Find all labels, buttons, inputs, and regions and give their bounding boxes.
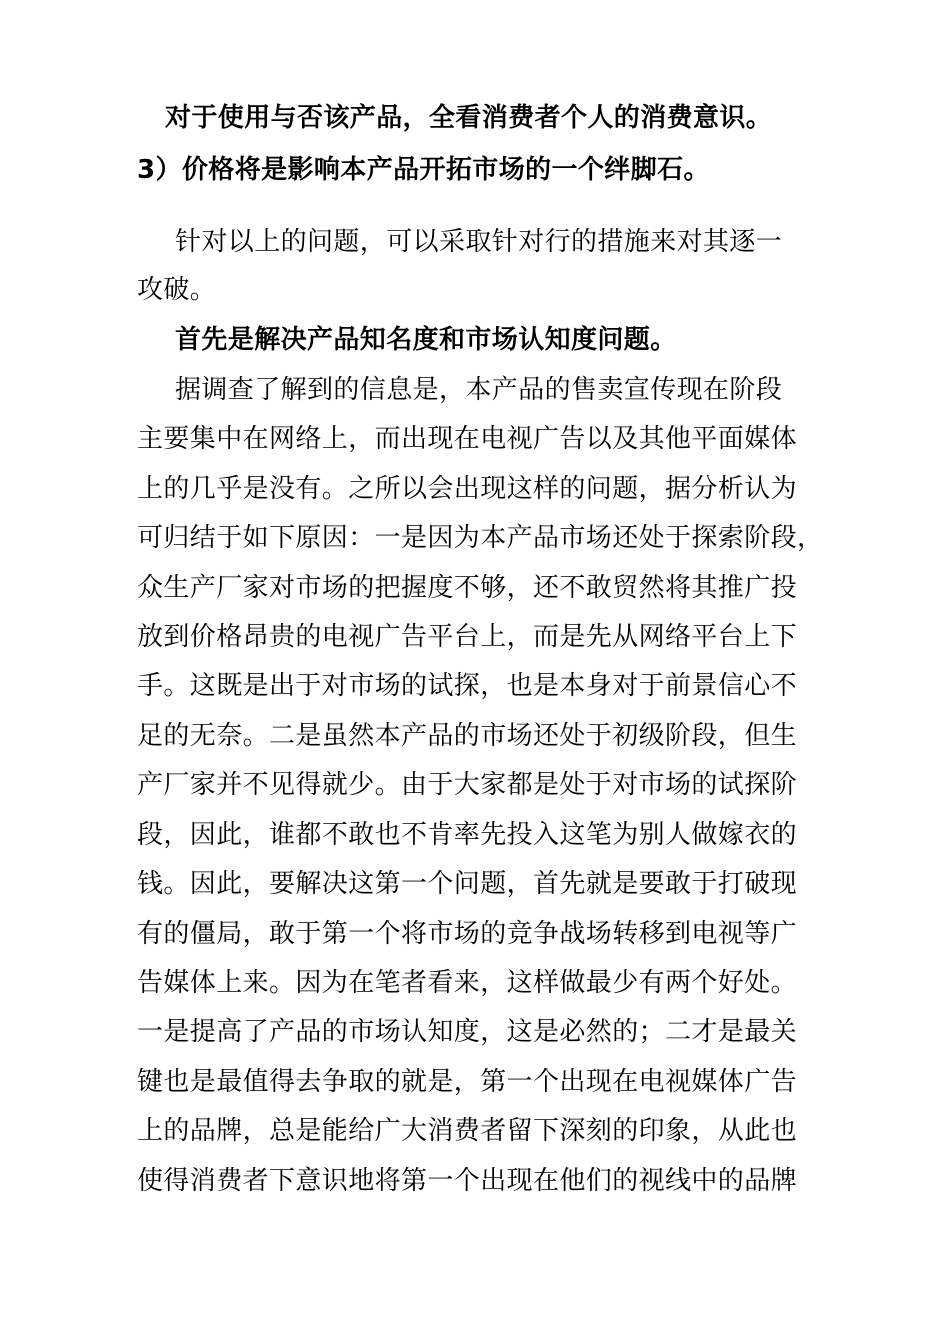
- heading-awareness-issue: 首先是解决产品知名度和市场认知度问题。: [175, 325, 677, 355]
- paragraph-line-14: 产厂家并不见得就少。由于大家都是处于对市场的试探阶: [137, 770, 798, 800]
- paragraph-line-1: 对于使用与否该产品，全看消费者个人的消费意识。: [165, 103, 773, 133]
- paragraph-line-13: 足的无奈。二是虽然本产品的市场还处于初级阶段，但生: [137, 721, 798, 751]
- paragraph-line-7: 主要集中在网络上，而出现在电视广告以及其他平面媒体: [137, 424, 798, 454]
- paragraph-line-12: 手。这既是出于对市场的试探，也是本身对于前景信心不: [137, 671, 798, 701]
- paragraph-line-4: 攻破。: [137, 275, 217, 305]
- paragraph-line-21: 上的品牌，总是能给广大消费者留下深刻的印象，从此也: [137, 1116, 798, 1146]
- paragraph-line-20: 键也是最值得去争取的就是，第一个出现在电视媒体广告: [137, 1067, 798, 1097]
- paragraph-line-18: 告媒体上来。因为在笔者看来，这样做最少有两个好处。: [137, 968, 798, 998]
- paragraph-line-9: 可归结于如下原因：一是因为本产品市场还处于探索阶段，: [137, 523, 824, 553]
- paragraph-line-3: 针对以上的问题，可以采取针对行的措施来对其逐一: [175, 227, 783, 257]
- paragraph-line-8: 上的几乎是没有。之所以会出现这样的问题，据分析认为: [137, 474, 798, 504]
- paragraph-line-15: 段，因此，谁都不敢也不肯率先投入这笔为别人做嫁衣的: [137, 820, 798, 850]
- paragraph-line-17: 有的僵局，敢于第一个将市场的竞争战场转移到电视等广: [137, 919, 798, 949]
- paragraph-line-16: 钱。因此，要解决这第一个问题，首先就是要敢于打破现: [137, 869, 798, 899]
- paragraph-line-11: 放到价格昂贵的电视广告平台上，而是先从网络平台上下: [137, 622, 798, 652]
- paragraph-line-6: 据调查了解到的信息是，本产品的售卖宣传现在阶段: [175, 375, 783, 405]
- paragraph-line-19: 一是提高了产品的市场认知度，这是必然的；二才是最关: [137, 1017, 798, 1047]
- heading-price-issue: 3）价格将是影响本产品开拓市场的一个绊脚石。: [137, 155, 710, 185]
- paragraph-line-22: 使得消费者下意识地将第一个出现在他们的视线中的品牌: [137, 1166, 798, 1196]
- paragraph-line-10: 众生产厂家对市场的把握度不够，还不敢贸然将其推广投: [137, 573, 798, 603]
